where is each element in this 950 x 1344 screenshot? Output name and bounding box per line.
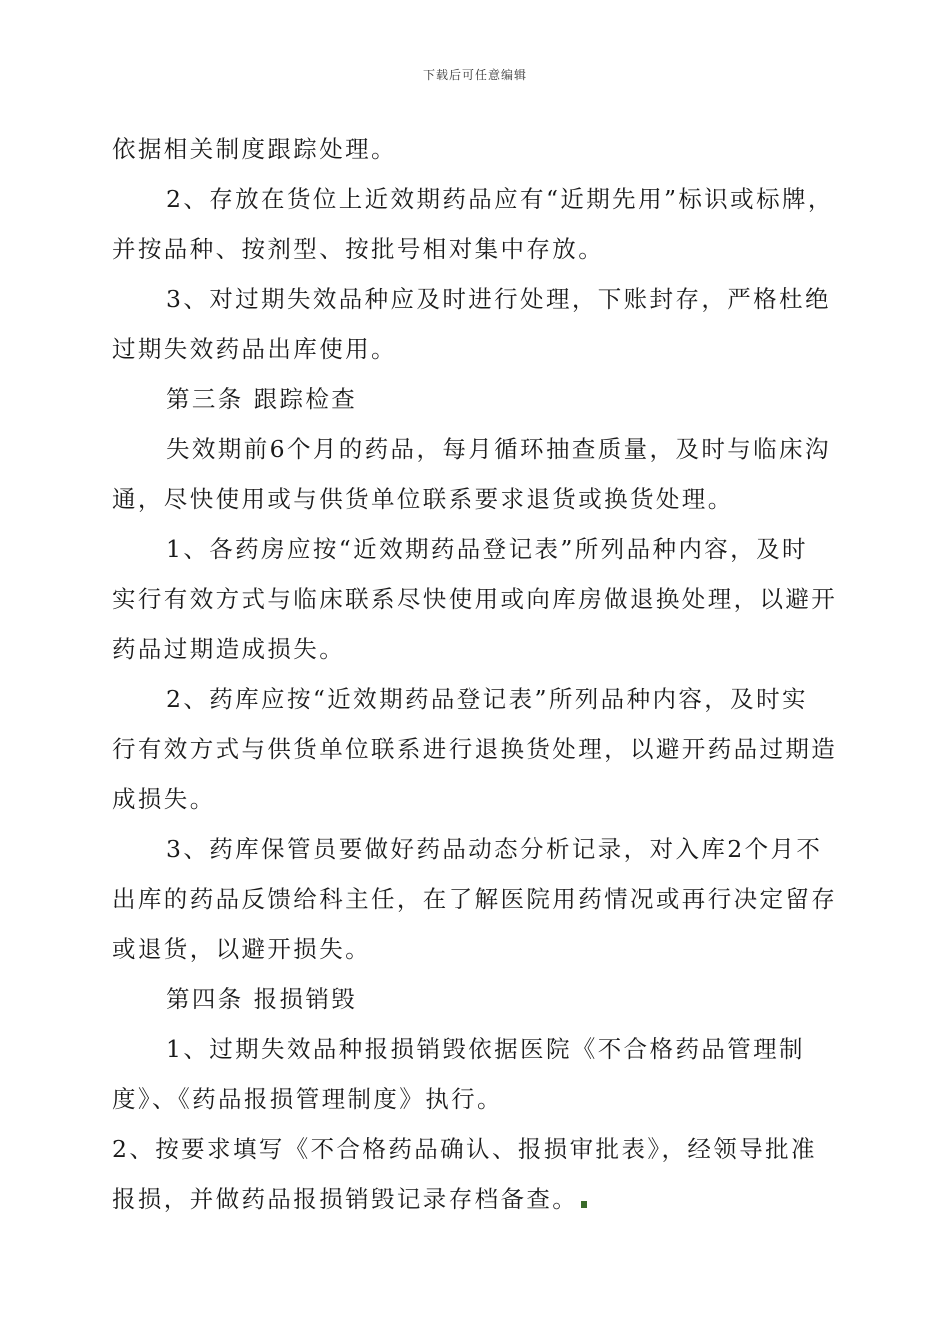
paragraph-line: [112, 1174, 840, 1224]
line-text: 或退货，以避开损失。: [112, 935, 371, 963]
line-text: 报损，并做药品报损销毁记录存档备查。: [112, 1185, 579, 1213]
line-text: 度》、《药品报损管理制度》执行。: [112, 1085, 503, 1113]
paragraph-line: [112, 1024, 840, 1074]
paragraph-line: [112, 324, 840, 374]
line-text: 出库的药品反馈给科主任，在了解医院用药情况或再行决定留存: [112, 885, 838, 913]
page-header: 下载后可任意编辑: [422, 68, 527, 82]
paragraph-line: [112, 124, 840, 174]
line-text: 药品过期造成损失。: [112, 635, 346, 663]
line-text: 第四条 报损销毁: [166, 985, 358, 1013]
line-text: 并按品种、按剂型、按批号相对集中存放。: [112, 235, 605, 263]
line-text: 第三条 跟踪检查: [166, 385, 358, 413]
paragraph-line: [112, 774, 840, 824]
line-text: 2、存放在货位上近效期药品应有“近期先用”标识或标牌，: [166, 185, 834, 213]
paragraph-line: [112, 274, 840, 324]
section-heading: [112, 974, 840, 1024]
paragraph-line: [112, 1074, 840, 1124]
paragraph-line: [112, 474, 840, 524]
line-text: 2、按要求填写《不合格药品确认、报损审批表》，经领导批准: [112, 1135, 817, 1163]
paragraph-line: [112, 424, 840, 474]
paragraph-line: [112, 674, 840, 724]
paragraph-line: [112, 524, 840, 574]
paragraph-line: [112, 224, 840, 274]
paragraph-line: [112, 1124, 840, 1174]
line-text: 1、过期失效品种报损销毁依据医院《不合格药品管理制: [166, 1035, 805, 1063]
section-heading: [112, 374, 840, 424]
line-text: 3、对过期失效品种应及时进行处理，下账封存，严格杜绝: [166, 285, 831, 313]
line-text: 实行有效方式与临床联系尽快使用或向库房做退换处理，以避开: [112, 585, 838, 613]
paragraph-line: [112, 924, 840, 974]
line-text: 依据相关制度跟踪处理。: [112, 135, 397, 163]
line-text: 成损失。: [112, 785, 216, 813]
line-text: 1、各药房应按“近效期药品登记表”所列品种内容，及时: [166, 535, 808, 563]
line-text: 失效期前6个月的药品，每月循环抽查质量，及时与临床沟: [166, 435, 831, 463]
line-text: 过期失效药品出库使用。: [112, 335, 397, 363]
line-text: 行有效方式与供货单位联系进行退换货处理，以避开药品过期造: [112, 735, 838, 763]
paragraph-line: [112, 824, 840, 874]
paragraph-line: [112, 874, 840, 924]
paragraph-marker-icon: [581, 1201, 587, 1208]
line-text: 通，尽快使用或与供货单位联系要求退货或换货处理。: [112, 485, 734, 513]
document-body: [112, 124, 840, 1224]
paragraph-line: [112, 724, 840, 774]
line-text: 3、药库保管员要做好药品动态分析记录，对入库2个月不: [166, 835, 823, 863]
paragraph-line: [112, 174, 840, 224]
paragraph-line: [112, 574, 840, 624]
paragraph-line: [112, 624, 840, 674]
line-text: 2、药库应按“近效期药品登记表”所列品种内容，及时实: [166, 685, 808, 713]
